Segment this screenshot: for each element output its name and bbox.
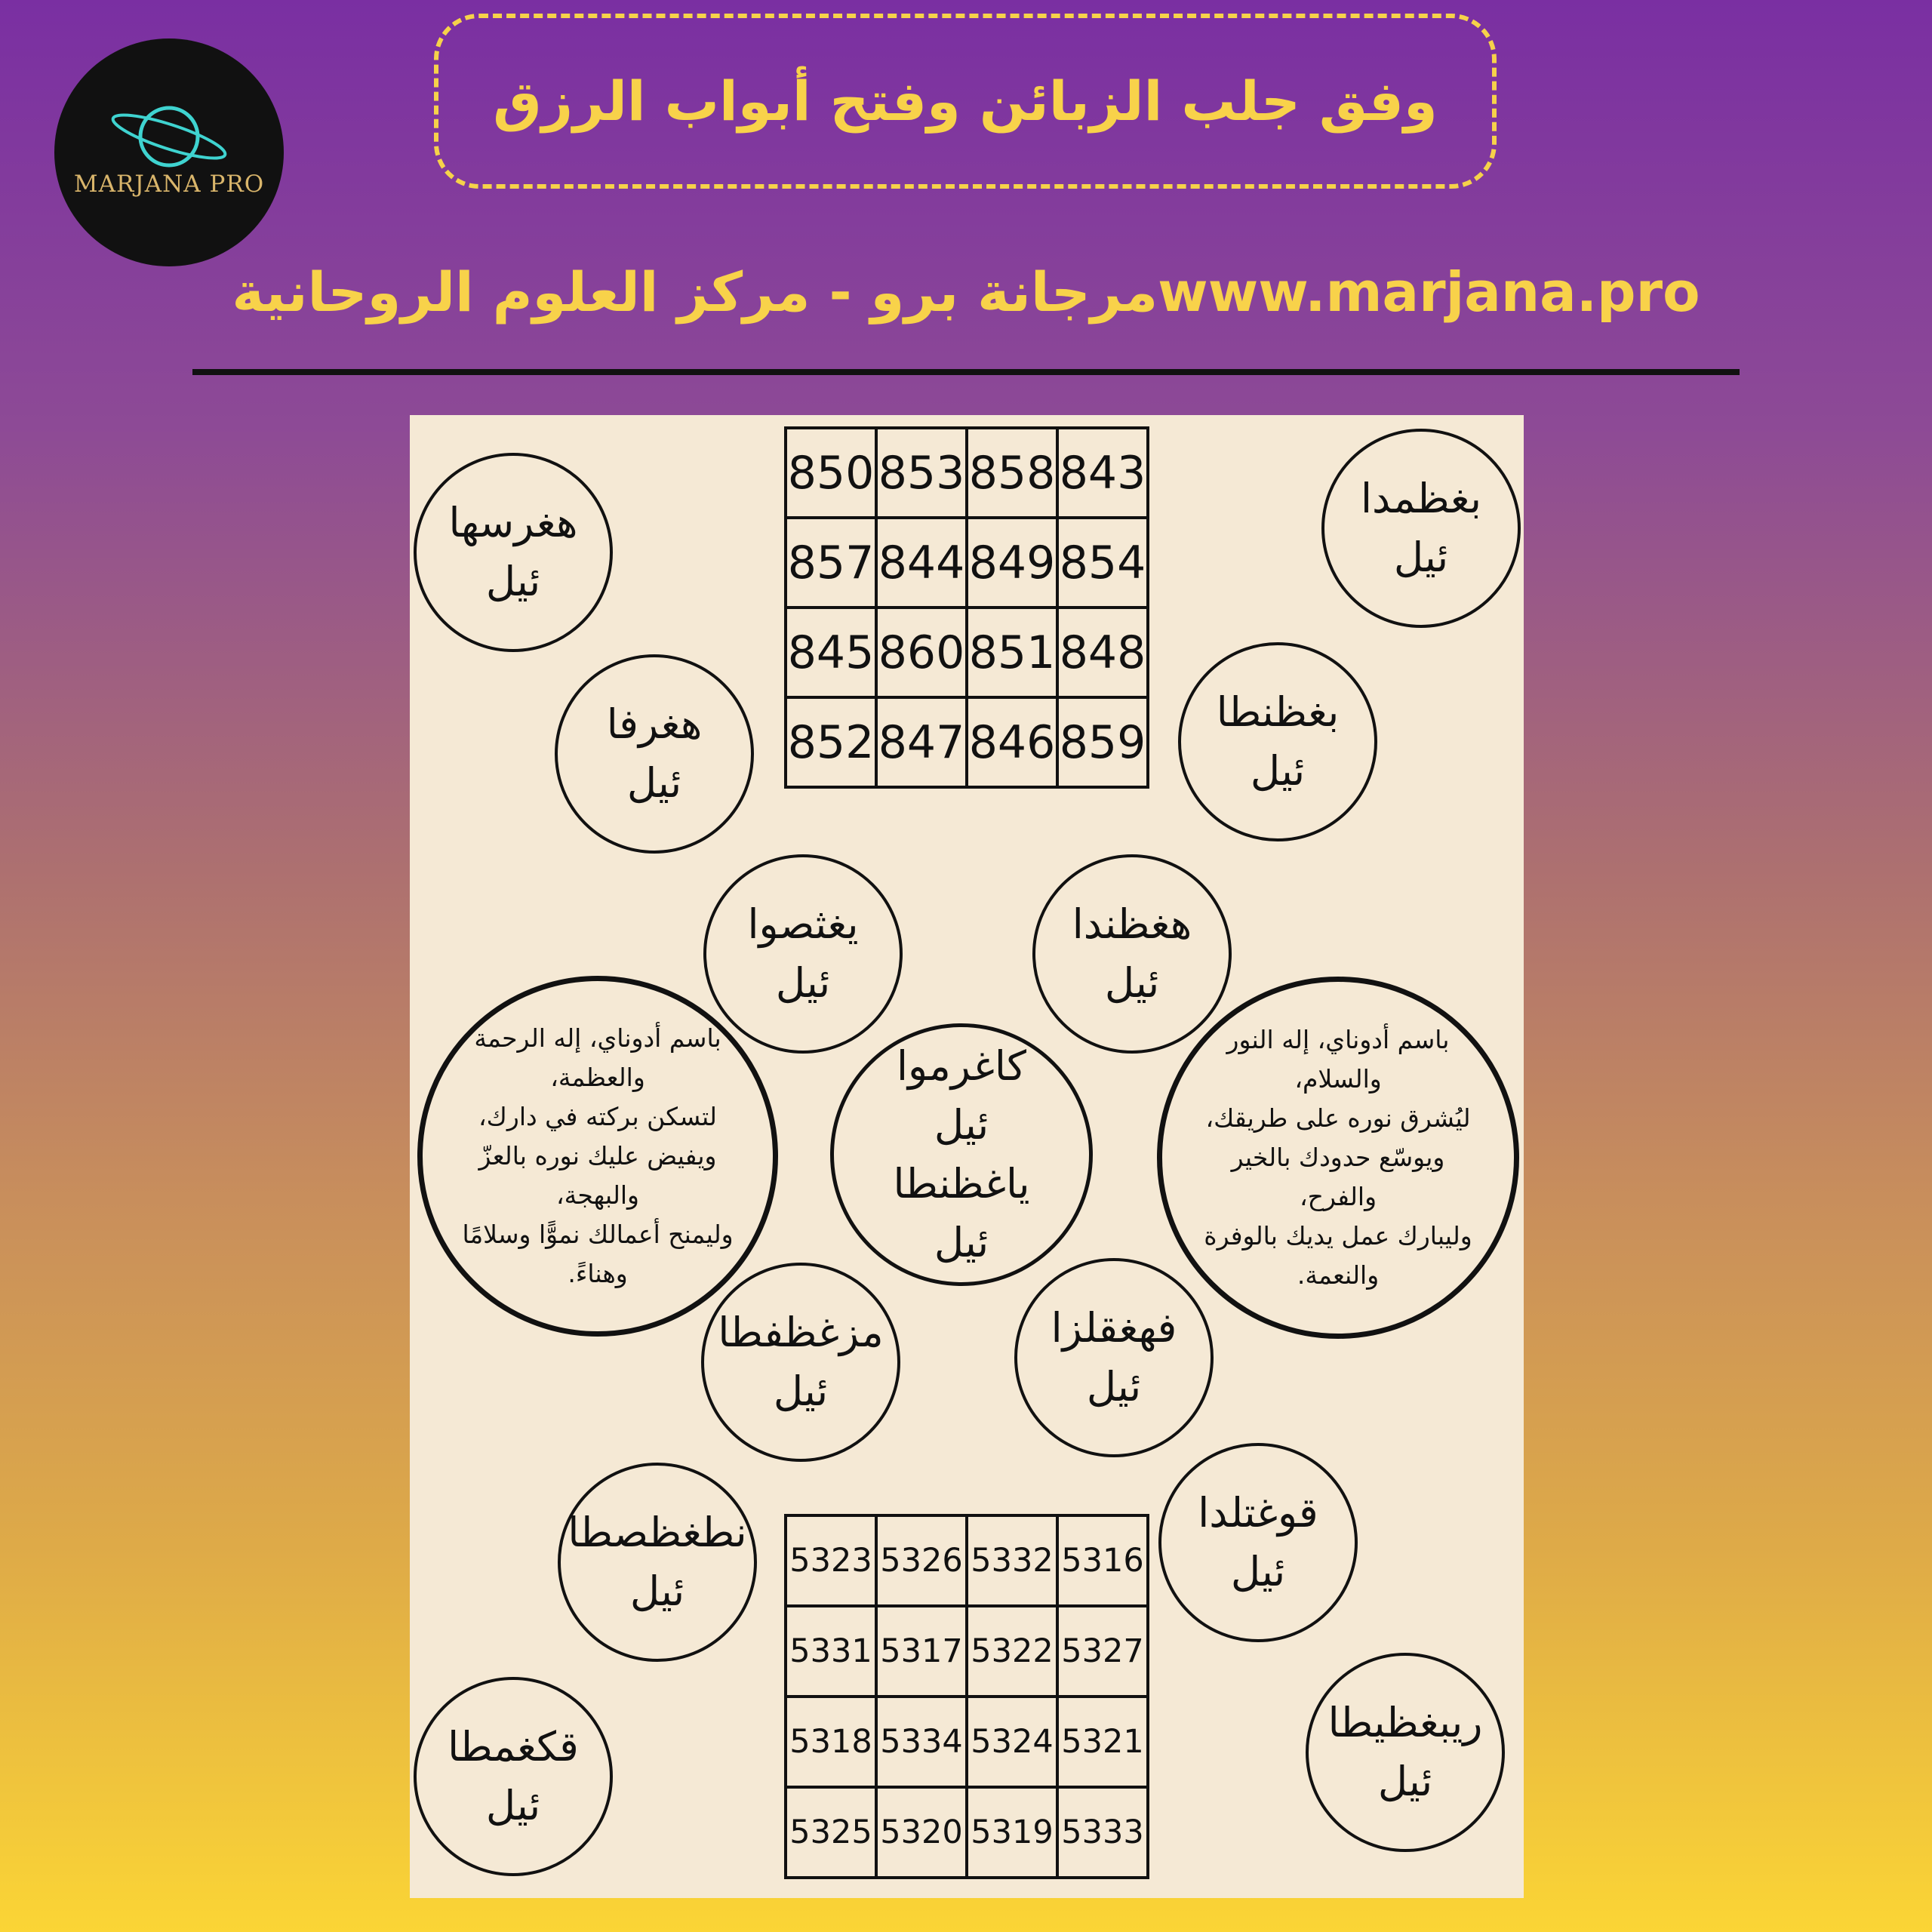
grid-row — [786, 428, 1148, 518]
name-circle — [414, 453, 613, 652]
grid-row — [786, 608, 1148, 697]
prayer-line: والبهجة، — [556, 1180, 639, 1210]
prayer-circle-left — [417, 976, 778, 1337]
grid-cell: 853 — [876, 428, 967, 518]
prayer-line: وليمنح أعمالك نموًّا وسلامًا — [462, 1220, 734, 1249]
page-subtitle: مرجانة برو - مركز العلوم الروحانيةwww.marjana.pro — [232, 260, 1700, 324]
circle-suffix: ئيل — [1230, 1548, 1286, 1595]
grid-cell: 851 — [967, 608, 1057, 697]
prayer-circle-right — [1157, 977, 1519, 1339]
grid-cell: 854 — [1057, 518, 1148, 608]
grid-cell: 5327 — [1057, 1606, 1148, 1697]
grid-row — [786, 1606, 1148, 1697]
prayer-line: باسم أدوناي، إله النور — [1226, 1025, 1450, 1054]
grid-cell: 844 — [876, 518, 967, 608]
grid-cell: 852 — [786, 697, 876, 787]
title-box — [434, 14, 1497, 189]
circle-name: يغثصوا — [747, 900, 859, 948]
name-circle — [1158, 1443, 1358, 1642]
grid-cell: 860 — [876, 608, 967, 697]
grid-cell: 5332 — [967, 1515, 1057, 1606]
grid-cell: 845 — [786, 608, 876, 697]
circle-suffix: ئيل — [629, 1567, 685, 1615]
prayer-line: لتسكن بركته في دارك، — [478, 1102, 717, 1131]
grid-cell: 858 — [967, 428, 1057, 518]
circle-suffix: ئيل — [773, 1367, 829, 1415]
grid-cell: 5325 — [786, 1787, 876, 1878]
prayer-line: ويفيض عليك نوره بالعزّ — [478, 1141, 717, 1171]
divider — [192, 369, 1740, 375]
circle-suffix: ئيل — [1377, 1758, 1433, 1805]
name-circle — [558, 1463, 757, 1662]
center-circle — [830, 1023, 1093, 1286]
grid-cell: 5324 — [967, 1697, 1057, 1787]
grid-cell: 5331 — [786, 1606, 876, 1697]
grid-cell: 5322 — [967, 1606, 1057, 1697]
prayer-line: والسلام، — [1294, 1064, 1382, 1094]
prayer-line: والنعمة. — [1297, 1260, 1380, 1290]
grid-cell: 5320 — [876, 1787, 967, 1878]
circle-suffix: ئيل — [775, 959, 831, 1007]
grid-row — [786, 697, 1148, 787]
circle-name: بغظمدا — [1361, 475, 1481, 522]
circle-suffix: ئيل — [1250, 747, 1306, 795]
grid-row — [786, 1515, 1148, 1606]
logo — [54, 38, 284, 266]
circle-suffix: ئيل — [626, 759, 682, 807]
prayer-line: والفرح، — [1300, 1182, 1377, 1211]
prayer-line: وليبارك عمل يديك بالوفرة — [1204, 1221, 1472, 1251]
grid-cell: 847 — [876, 697, 967, 787]
circle-name: مزغظفطا — [718, 1309, 884, 1356]
circle-suffix: ئيل — [1104, 959, 1160, 1007]
grid-cell: 5318 — [786, 1697, 876, 1787]
circle-suffix: ئيل — [485, 1782, 541, 1829]
circle-suffix: ئيل — [1393, 534, 1449, 581]
circle-suffix: ئيل — [1086, 1363, 1142, 1411]
circle-name: قوغتلدا — [1198, 1489, 1318, 1537]
circle-name: هغرفا — [606, 700, 703, 748]
grid-cell: 5326 — [876, 1515, 967, 1606]
grid-cell: 5323 — [786, 1515, 876, 1606]
grid-row — [786, 518, 1148, 608]
name-circle — [1178, 642, 1377, 841]
top-magic-square — [784, 426, 1149, 789]
grid-cell: 850 — [786, 428, 876, 518]
circle-name: فهغقلزا — [1051, 1304, 1177, 1352]
grid-cell: 5317 — [876, 1606, 967, 1697]
bottom-magic-square — [784, 1514, 1149, 1879]
circle-name: ريبغظيطا — [1327, 1699, 1483, 1746]
name-circle — [555, 654, 754, 854]
circle-name: قكغمطا — [448, 1723, 579, 1770]
grid-cell: 857 — [786, 518, 876, 608]
center-line: ئيل — [934, 1101, 989, 1149]
center-line: ياغظنطا — [893, 1160, 1030, 1208]
name-circle — [414, 1677, 613, 1876]
name-circle — [1306, 1653, 1505, 1852]
planet-orbit-icon — [107, 103, 231, 171]
prayer-line: ليُشرق نوره على طريقك، — [1205, 1103, 1471, 1133]
grid-cell: 5333 — [1057, 1787, 1148, 1878]
grid-cell: 849 — [967, 518, 1057, 608]
grid-cell: 859 — [1057, 697, 1148, 787]
circle-name: هغرسها — [448, 499, 578, 546]
name-circle — [701, 1263, 900, 1462]
grid-cell: 846 — [967, 697, 1057, 787]
circle-name: بغظنطا — [1216, 688, 1340, 736]
center-line: كاغرموا — [896, 1042, 1027, 1090]
circle-name: نطغظصطا — [568, 1509, 747, 1556]
circle-suffix: ئيل — [485, 558, 541, 605]
grid-cell: 843 — [1057, 428, 1148, 518]
grid-cell: 5321 — [1057, 1697, 1148, 1787]
grid-row — [786, 1787, 1148, 1878]
circle-name: هغظندا — [1072, 900, 1192, 948]
prayer-line: والعظمة، — [550, 1063, 645, 1092]
prayer-line: ويوسّع حدودك بالخير — [1231, 1143, 1445, 1172]
grid-cell: 848 — [1057, 608, 1148, 697]
center-line: ئيل — [934, 1219, 989, 1266]
name-circle — [1321, 429, 1521, 628]
prayer-line: وهناءً. — [568, 1259, 628, 1288]
page-title: وفق جلب الزبائن وفتح أبواب الرزق — [493, 69, 1438, 133]
grid-cell: 5319 — [967, 1787, 1057, 1878]
grid-cell: 5316 — [1057, 1515, 1148, 1606]
prayer-line: باسم أدوناي، إله الرحمة — [474, 1023, 721, 1053]
name-circle — [1014, 1258, 1214, 1457]
grid-cell: 5334 — [876, 1697, 967, 1787]
logo-text: MARJANA PRO — [73, 171, 265, 198]
grid-row — [786, 1697, 1148, 1787]
